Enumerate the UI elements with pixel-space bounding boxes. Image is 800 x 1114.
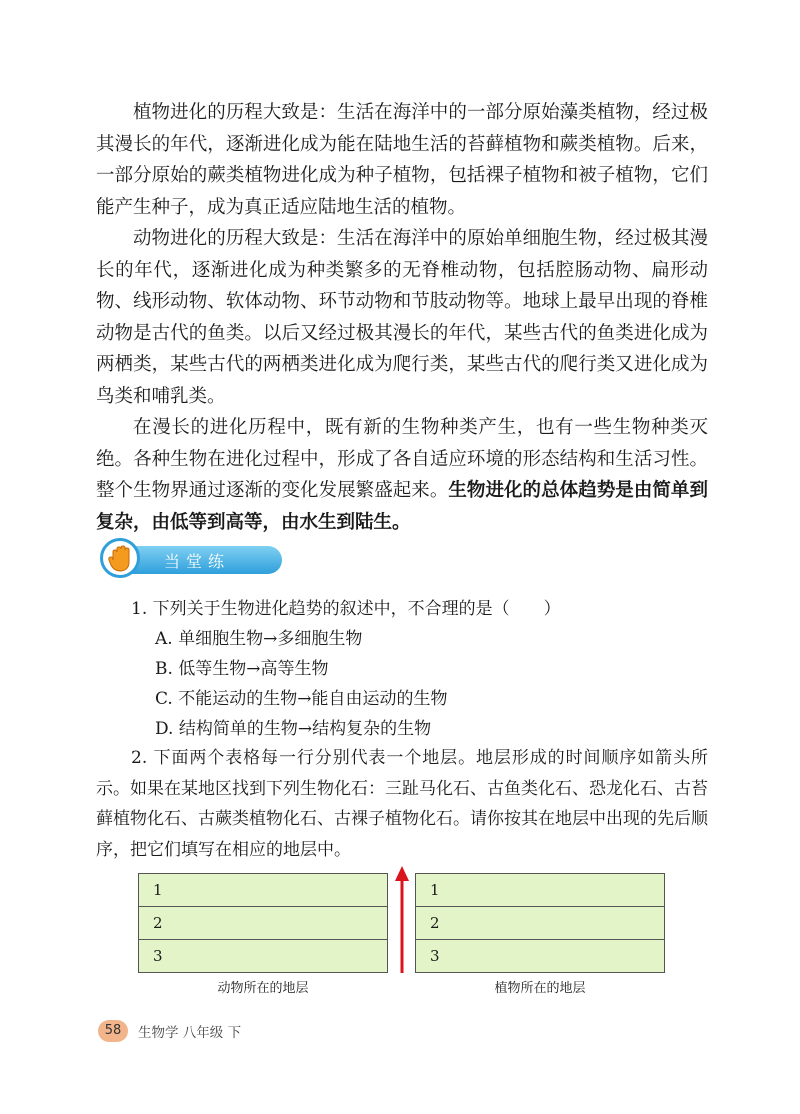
paragraph-evolution-trend [96, 412, 708, 538]
question-2-text: 2. 下面两个表格每一行分别代表一个地层。地层形成的时间顺序如箭头所示。如果在某地区找到下列生物化石：三趾马化石、古鱼类化石、恐龙化石、古苔藓植物化石、古蕨类植物化石、古裸子植物化石。请你按其在地层中出现的先后顺序，把它们填写在相应的地层中。 [96, 748, 708, 860]
question-1-option-a[interactable]: A. 单细胞生物→多细胞生物 [155, 629, 363, 649]
practice-badge [96, 538, 284, 582]
book-title: 生物学 八年级 下 [138, 1025, 242, 1041]
plant-row-1[interactable]: 1 [416, 874, 665, 907]
question-1-option-d[interactable]: D. 结构简单的生物→结构复杂的生物 [155, 719, 432, 739]
animal-row-2[interactable]: 2 [139, 907, 388, 940]
table-row [416, 940, 665, 973]
question-1-option-c[interactable]: C. 不能运动的生物→能自由运动的生物 [155, 689, 448, 709]
table-row [416, 874, 665, 907]
trend-summary-bold: 生物进化的总体趋势是由简单到复杂，由低等到高等，由水生到陆生。 [96, 480, 708, 533]
question-1-option-b[interactable]: B. 低等生物→高等生物 [155, 659, 329, 679]
plant-row-3[interactable]: 3 [416, 940, 665, 973]
table-row [139, 940, 388, 973]
practice-label: 当堂练 [164, 552, 231, 571]
animal-table-caption: 动物所在的地层 [217, 981, 309, 996]
plant-row-2[interactable]: 2 [416, 907, 665, 940]
paragraph-animal-evolution: 动物进化的历程大致是：生活在海洋中的原始单细胞生物，经过极其漫长的年代，逐渐进化成为种类繁多的无脊椎动物，包括腔肠动物、扁形动物、线形动物、软体动物、环节动物和节肢动物等。地球上最早出现的脊椎动物是古代的鱼类。以后又经过极其漫长的年代，某些古代的鱼类进化成为两栖类，某些古代的两栖类进化成为爬行类，某些古代的爬行类又进化成为鸟类和哺乳类。 [96, 228, 708, 407]
table-row [416, 907, 665, 940]
plant-table-caption: 植物所在的地层 [494, 981, 586, 996]
paragraph-plant-evolution: 植物进化的历程大致是：生活在海洋中的一部分原始藻类植物，经过极其漫长的年代，逐渐进化成为能在陆地生活的苔藓植物和蕨类植物。后来，一部分原始的蕨类植物进化成为种子植物，包括裸子植物和被子植物，它们能产生种子，成为真正适应陆地生活的植物。 [96, 102, 708, 218]
hand-icon [107, 544, 135, 574]
animal-strata-table [138, 873, 388, 973]
question-1-stem: 1. 下列关于生物进化趋势的叙述中，不合理的是（ ） [131, 599, 561, 619]
animal-row-3[interactable]: 3 [139, 940, 388, 973]
page-number: 58 [98, 1020, 128, 1042]
time-arrow-icon [393, 866, 411, 974]
trend-text: 在漫长的进化历程中，既有新的生物种类产生，也有一些生物种类灭绝。各种生物在进化过程中，形成了各自适应环境的形态结构和生活习性。整个生物界通过逐渐的变化发展繁盛起来。 [96, 417, 708, 501]
table-row [139, 874, 388, 907]
animal-row-1[interactable]: 1 [139, 874, 388, 907]
table-row [139, 907, 388, 940]
plant-strata-table [415, 873, 665, 973]
